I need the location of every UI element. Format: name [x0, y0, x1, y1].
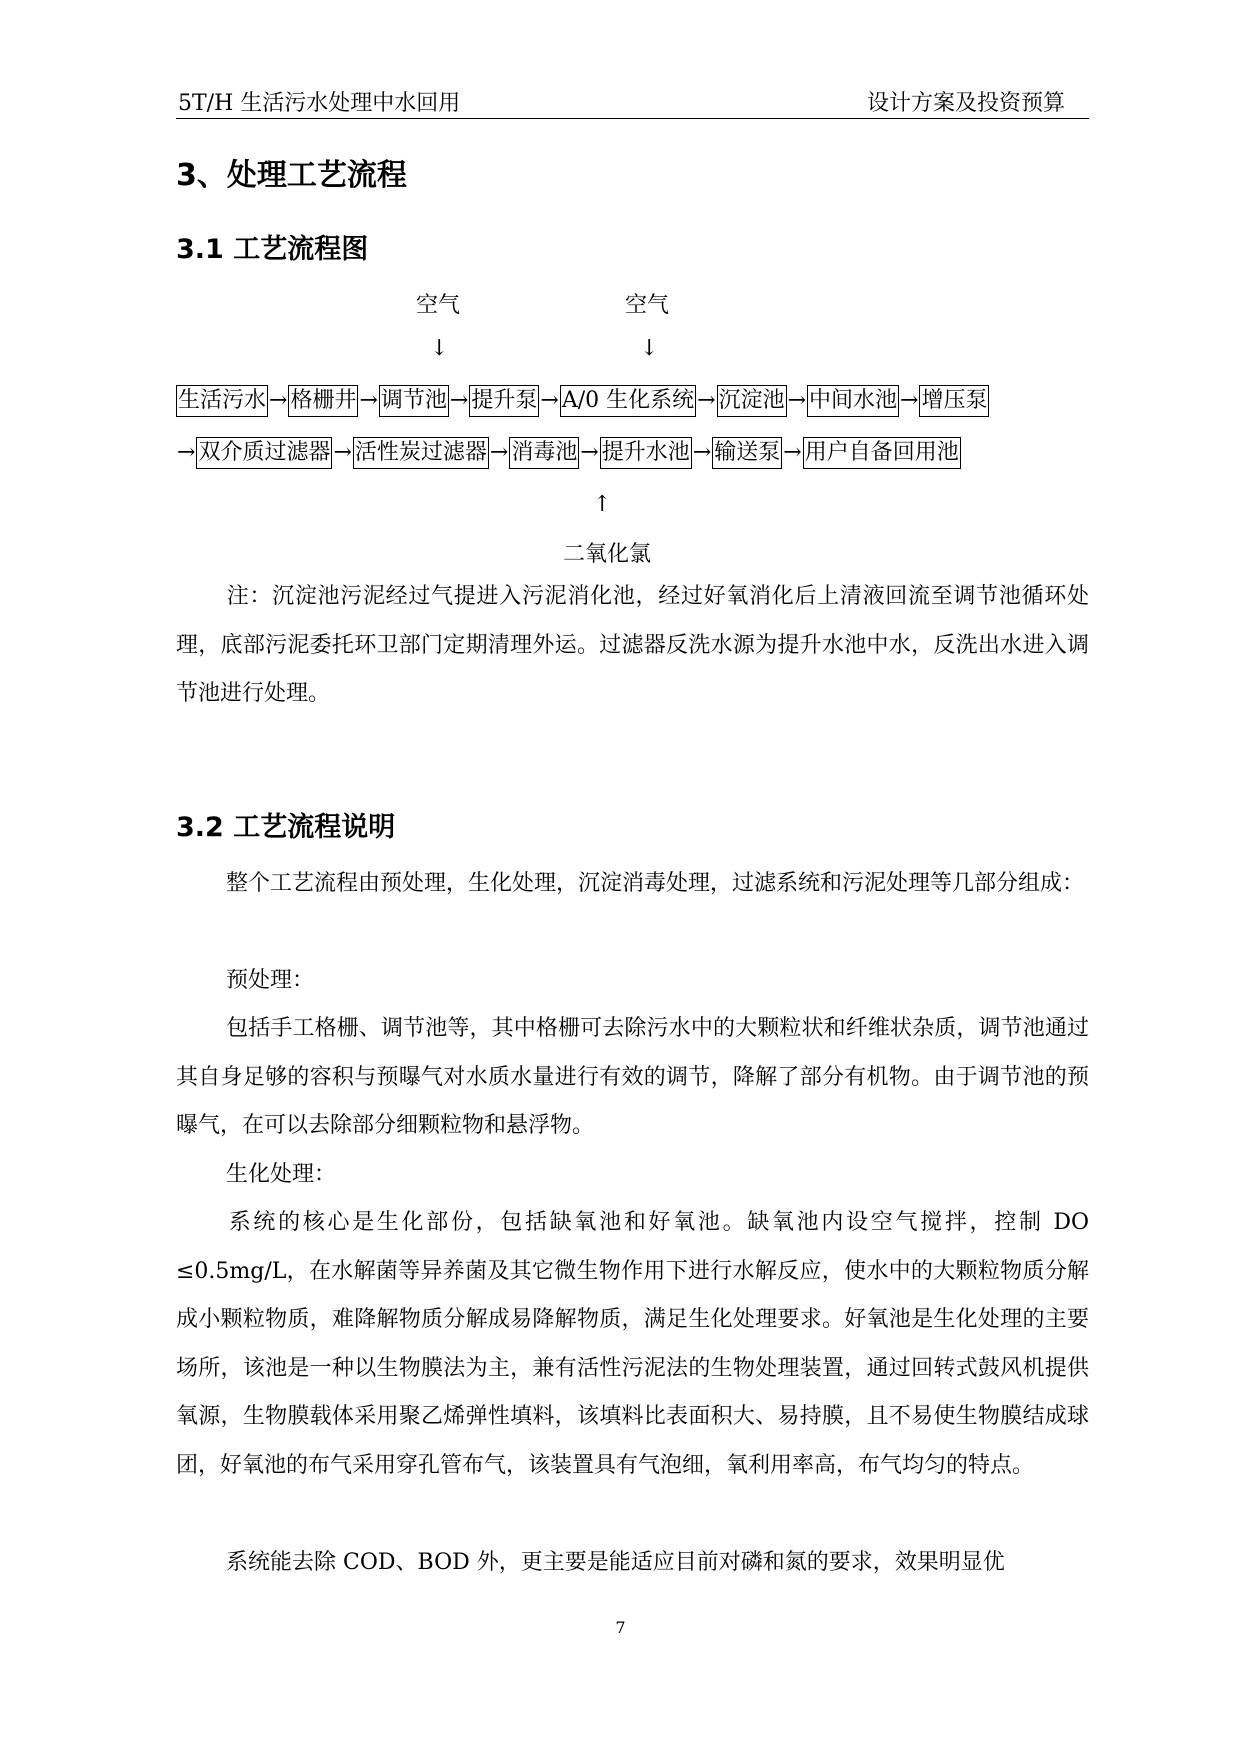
flow-arrow: → [177, 440, 196, 465]
flow-arrow: → [580, 440, 599, 465]
air-label-2: 空气 [625, 293, 670, 318]
flow-arrow: → [540, 388, 559, 413]
flow-step: 用户自备回用池 [803, 437, 961, 469]
flow-row-2 [176, 437, 961, 469]
flow-arrow: → [269, 388, 288, 413]
header-rule [176, 118, 1089, 119]
flow-arrow: → [900, 388, 919, 413]
paragraph-text: 包括手工格栅、调节池等，其中格栅可去除污水中的大颗粒状和纤维状杂质，调节池通过其自身足够的容积与预曝气对水质水量进行有效的调节，降解了部分有机物。由于调节池的预曝气，在可以去除部分细颗粒物和悬浮物。 [176, 1016, 1089, 1138]
flow-step: 生活污水 [176, 385, 268, 417]
flow-step: 中间水池 [807, 385, 899, 417]
paragraph-pretreatment-title [176, 957, 1089, 1006]
flow-step: A/0 生化系统 [560, 385, 696, 417]
header-left: 5T/H 生活污水处理中水回用 [178, 91, 461, 116]
flow-step: 输送泵 [712, 437, 782, 469]
flow-step: 消毒池 [509, 437, 579, 469]
flow-step: 格栅井 [288, 385, 358, 417]
page-number: 7 [615, 1618, 626, 1637]
flow-arrow: → [359, 388, 378, 413]
flow-step: 提升水池 [600, 437, 692, 469]
paragraph-text: 预处理： [226, 968, 315, 993]
paragraph-pretreatment [176, 1005, 1089, 1151]
flow-step: 增压泵 [919, 385, 989, 417]
paragraph-biochem-title [176, 1151, 1089, 1200]
up-arrow: ↑ [593, 492, 612, 517]
paragraph-biochem [176, 1199, 1089, 1490]
paragraph-text: 系统能去除 COD、BOD 外，更主要是能适应目前对磷和氮的要求，效果明显优 [226, 1550, 1005, 1575]
section-heading: 3、处理工艺流程 [176, 158, 407, 193]
flow-arrow: → [783, 440, 802, 465]
flow-arrow: → [697, 388, 716, 413]
paragraph-overview [176, 860, 1089, 909]
down-arrow-2: ↓ [640, 336, 659, 361]
subsection-heading-description: 3.2 工艺流程说明 [176, 812, 396, 843]
flow-note-text: 注：沉淀池污泥经过气提进入污泥消化池，经过好氧消化后上清液回流至调节池循环处理，底部污泥委托环卫部门定期清理外运。过滤器反洗水源为提升水池中水，反洗出水进入调节池进行处理。 [176, 584, 1089, 706]
flow-arrow: → [692, 440, 712, 465]
flow-step: 双介质过滤器 [196, 437, 332, 469]
flow-arrow: → [333, 440, 352, 465]
chlorine-dioxide-label: 二氧化氯 [563, 542, 652, 567]
flow-row-1 [176, 385, 989, 417]
paragraph-removal [176, 1539, 1089, 1588]
flow-arrow: → [449, 388, 469, 413]
paragraph-text: 系统的核心是生化部份，包括缺氧池和好氧池。缺氧池内设空气搅拌，控制 DO ≤0.5mg/L，在水解菌等异养菌及其它微生物作用下进行水解反应，使水中的大颗粒物质分解成小颗粒物质，难降解物质分解成易降解物质，满足生化处理要求。好氧池是生化处理的主要场所，该池是一种以生物膜法为主，兼有活性污泥法的生物处理装置，通过回转式鼓风机提供氧源，生物膜载体采用聚乙烯弹性填料，该填料比表面积大、易持膜，且不易使生物膜结成球团，好氧池的布气采用穿孔管布气，该装置具有气泡细，氧利用率高，布气均匀的特点。 [176, 1210, 1089, 1478]
header-right: 设计方案及投资预算 [866, 91, 1065, 116]
flow-note [176, 573, 1089, 719]
flow-step: 活性炭过滤器 [353, 437, 489, 469]
down-arrow-1: ↓ [430, 336, 449, 361]
flow-step: 沉淀池 [717, 385, 787, 417]
flow-step: 提升泵 [469, 385, 539, 417]
flow-arrow: → [787, 388, 806, 413]
flow-arrow: → [489, 440, 509, 465]
paragraph-text: 生化处理： [226, 1162, 337, 1187]
flow-step: 调节池 [379, 385, 449, 417]
air-label-1: 空气 [416, 293, 461, 318]
paragraph-text: 整个工艺流程由预处理，生化处理，沉淀消毒处理，过滤系统和污泥处理等几部分组成： [226, 871, 1085, 896]
subsection-heading-flowchart: 3.1 工艺流程图 [176, 234, 369, 265]
